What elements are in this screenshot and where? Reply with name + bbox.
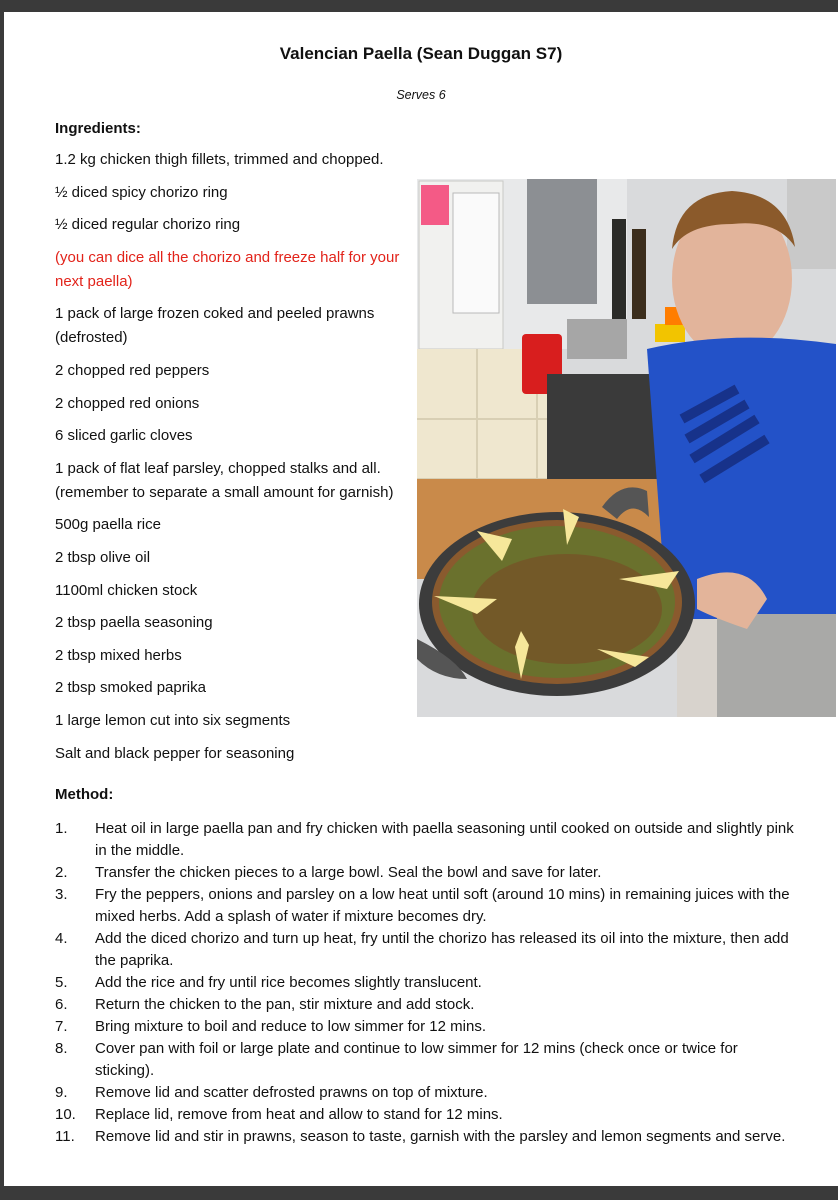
method-step <box>55 1082 795 1104</box>
method-step <box>55 818 795 862</box>
ingredient-item: 6 sliced garlic cloves <box>55 427 193 445</box>
method-step-number: 3. <box>55 886 68 903</box>
ingredient-item: 1 pack of large frozen coked and peeled prawns (defrosted) <box>55 305 375 347</box>
method-step-number: 11. <box>55 1128 75 1145</box>
method-step <box>55 862 795 884</box>
method-step <box>55 972 795 994</box>
method-step-text: Bring mixture to boil and reduce to low simmer for 12 mins. <box>95 1018 486 1035</box>
ingredient-item: 500g paella rice <box>55 516 161 534</box>
method-step-text: Fry the peppers, onions and parsley on a low heat until soft (around 10 mins) in remaining juices with the mixed herbs. Add a splash of water if mixture becomes dry. <box>95 886 790 925</box>
method-step <box>55 994 795 1016</box>
method-step <box>55 928 795 972</box>
paella-photo-image <box>417 179 836 717</box>
method-list <box>55 818 795 1148</box>
ingredient-item: 2 tbsp olive oil <box>55 548 151 566</box>
document-page <box>4 12 838 1186</box>
ingredient-item: 1100ml chicken stock <box>55 581 198 599</box>
method-step <box>55 1038 795 1082</box>
ingredient-item: 1 pack of flat leaf parsley, chopped stalks and all. (remember to separate a small amount for garnish) <box>55 459 394 501</box>
method-step-text: Transfer the chicken pieces to a large bowl. Seal the bowl and save for later. <box>95 864 602 881</box>
serves-line: Serves 6 <box>396 88 446 102</box>
ingredient-item: 2 chopped red onions <box>55 394 200 412</box>
ingredient-item: 2 chopped red peppers <box>55 361 210 379</box>
ingredient-item: 2 tbsp mixed herbs <box>55 646 182 664</box>
method-step-number: 2. <box>55 864 68 881</box>
ingredient-item: ½ diced regular chorizo ring <box>55 216 241 234</box>
ingredient-item: (you can dice all the chorizo and freeze half for your next paella) <box>55 248 400 290</box>
ingredient-item: Salt and black pepper for seasoning <box>55 744 295 762</box>
ingredient-item: 1.2 kg chicken thigh fillets, trimmed and chopped. <box>55 151 384 168</box>
ingredients-list <box>55 148 415 774</box>
method-step-text: Add the rice and fry until rice becomes slightly translucent. <box>95 974 482 991</box>
paella-photo <box>417 179 836 717</box>
ingredient-item: 2 tbsp smoked paprika <box>55 679 206 697</box>
method-step <box>55 1016 795 1038</box>
ingredients-heading: Ingredients: <box>55 120 141 137</box>
method-step-number: 6. <box>55 996 68 1013</box>
method-step-number: 1. <box>55 820 68 837</box>
method-step-text: Heat oil in large paella pan and fry chicken with paella seasoning until cooked on outside and slightly pink in the middle. <box>95 820 794 859</box>
method-step-text: Return the chicken to the pan, stir mixture and add stock. <box>95 996 475 1013</box>
method-step <box>55 1104 795 1126</box>
method-step-text: Cover pan with foil or large plate and continue to low simmer for 12 mins (check once or twice for sticking). <box>95 1040 738 1079</box>
ingredient-item: 2 tbsp paella seasoning <box>55 614 213 632</box>
page-title: Valencian Paella (Sean Duggan S7) <box>279 44 563 63</box>
method-step-number: 10. <box>55 1106 76 1123</box>
method-step-text: Replace lid, remove from heat and allow to stand for 12 mins. <box>95 1106 503 1123</box>
ingredient-item: ½ diced spicy chorizo ring <box>55 183 228 201</box>
method-step <box>55 884 795 928</box>
method-step-number: 7. <box>55 1018 68 1035</box>
method-step-number: 4. <box>55 930 68 947</box>
method-step-text: Remove lid and scatter defrosted prawns on top of mixture. <box>95 1084 488 1101</box>
method-heading: Method: <box>55 786 114 803</box>
method-step-number: 9. <box>55 1084 68 1101</box>
method-step-text: Add the diced chorizo and turn up heat, fry until the chorizo has released its oil into the mixture, then add the paprika. <box>95 930 789 969</box>
method-step-text: Remove lid and stir in prawns, season to taste, garnish with the parsley and lemon segments and serve. <box>95 1128 786 1145</box>
method-step-number: 8. <box>55 1040 68 1057</box>
ingredient-item: 1 large lemon cut into six segments <box>55 711 291 729</box>
method-step-number: 5. <box>55 974 68 991</box>
method-step <box>55 1126 795 1148</box>
